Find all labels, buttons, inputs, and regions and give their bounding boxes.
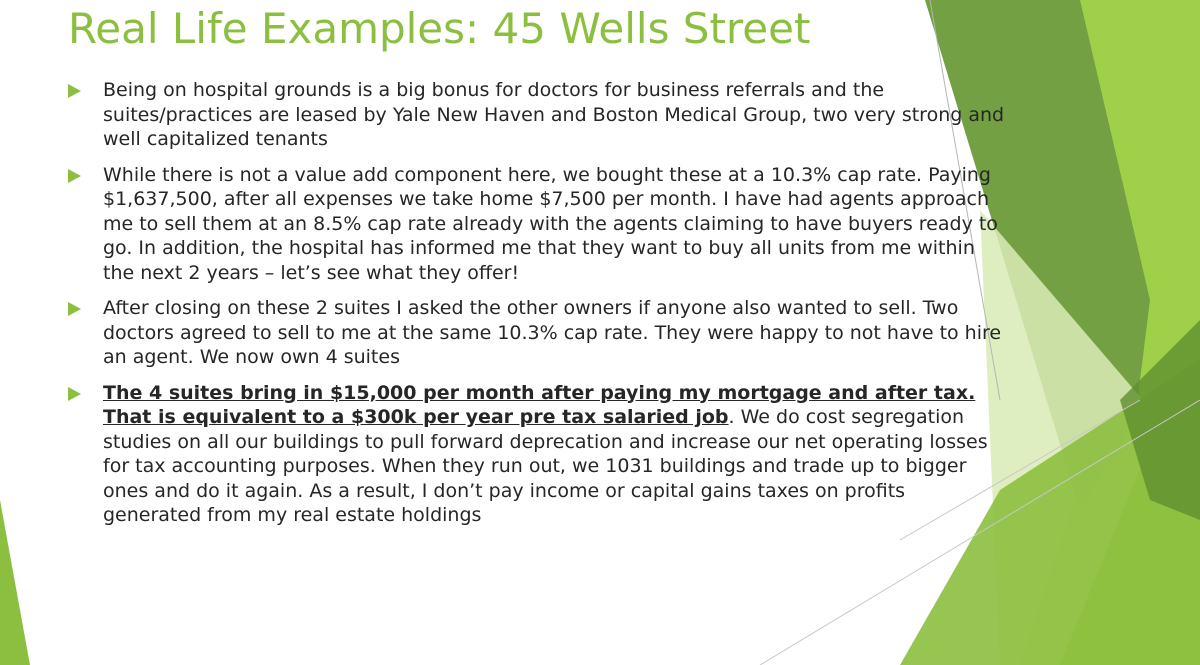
- triangle-bullet-icon: [68, 169, 81, 183]
- bullet-emphasis-text: The 4 suites bring in $15,000 per month after paying my mortgage and after tax. That is equivalent to a $300k per year pre tax salaried job: [103, 381, 976, 428]
- bullet-text: After closing on these 2 suites I asked the other owners if anyone also wanted to sell. Two doctors agreed to sell to me at the same 10.3% cap rate. They were happy to not have to hire an agent. We now own 4 suites: [103, 297, 1002, 368]
- bullet-text: Being on hospital grounds is a big bonus for doctors for business referrals and the suites/practices are leased by Yale New Haven and Boston Medical Group, two very strong and well capitalized tenants: [103, 79, 1005, 150]
- triangle-bullet-icon: [68, 84, 81, 98]
- bullet-text-rest: . We do cost segregation studies on all our buildings to pull forward deprecation and increase our net operating losses for tax accounting purposes. When they run out, we 1031 buildings and trade up to bigger ones and do it again. As a result, I don’t pay income or capital gains taxes on profits generated from my real estate holdings: [103, 406, 988, 526]
- bullet-text-with-emphasis: [103, 381, 1008, 528]
- bullet-item: [68, 296, 1008, 370]
- bullet-item: [68, 381, 1008, 528]
- triangle-bullet-icon: [68, 387, 81, 401]
- triangle-bullet-icon: [68, 302, 81, 316]
- facet-left-bottom: [0, 500, 30, 665]
- slide-title: Real Life Examples: 45 Wells Street: [68, 4, 811, 53]
- bullet-item: [68, 163, 1008, 286]
- bullet-text: While there is not a value add component here, we bought these at a 10.3% cap rate. Paying $1,637,500, after all expenses we take home $7,500 per month. I have had agents approach me to sell them at an 8.5% cap rate already with the agents claiming to have buyers ready to go. In addition, the hospital has informed me that they want to buy all units from me within the next 2 years – let’s see what they offer!: [103, 163, 998, 284]
- bullet-list: [68, 78, 1008, 539]
- bullet-item: [68, 78, 1008, 152]
